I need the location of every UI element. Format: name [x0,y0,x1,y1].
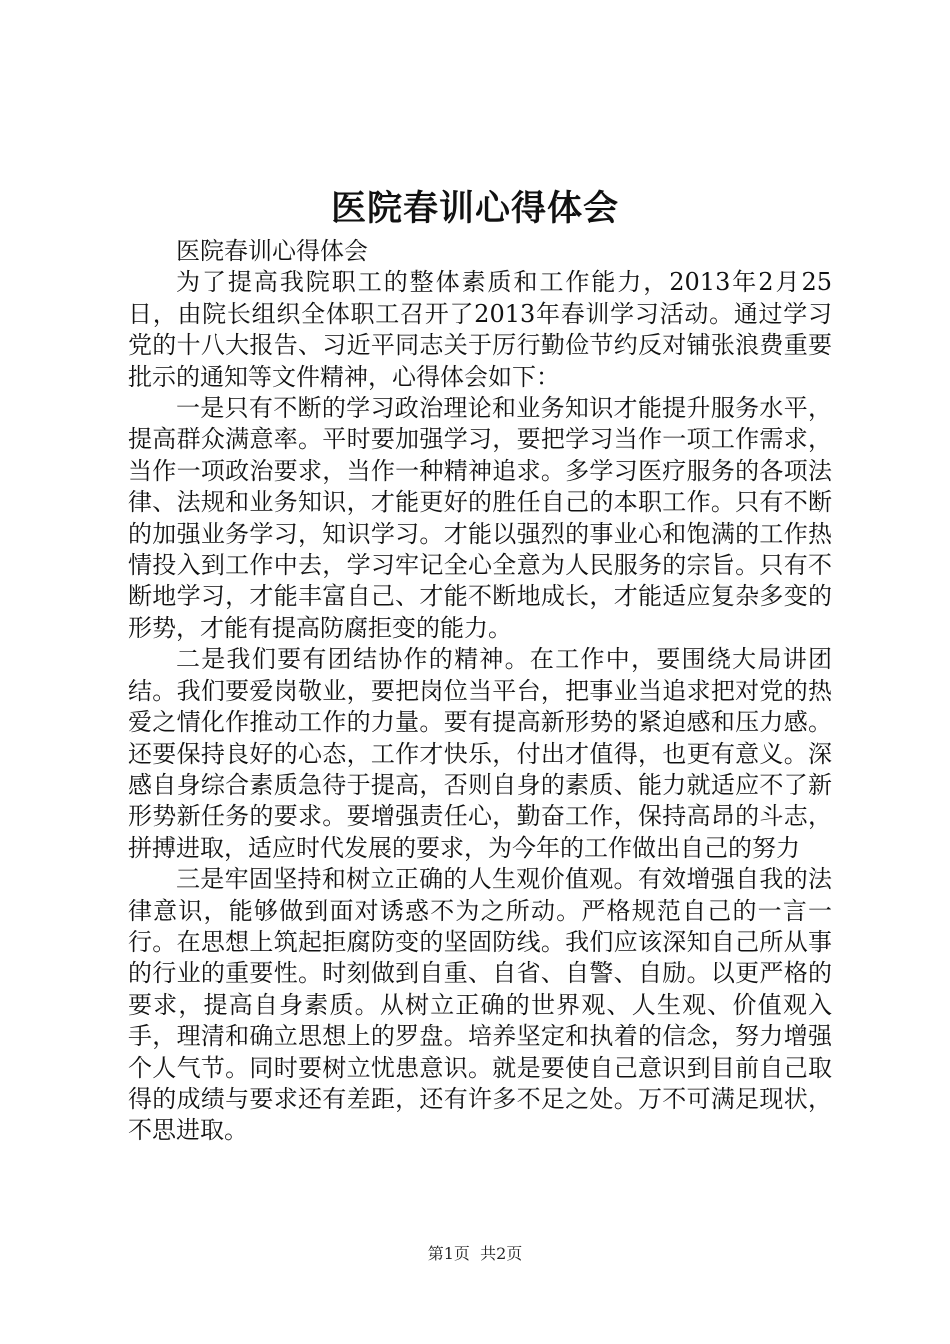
document-body [128,236,832,1147]
paragraph-point-two: 二是我们要有团结协作的精神。在工作中，要围绕大局讲团结。我们要爱岗敬业，要把岗位当平台，把事业当追求把对党的热爱之情化作推动工作的力量。要有提高新形势的紧迫感和压力感。还要保持良好的心态，工作才快乐，付出才值得，也更有意义。深感自身综合素质急待于提高，否则自身的素质、能力就适应不了新形势新任务的要求。要增强责任心，勤奋工作，保持高昂的斗志，拼搏进取，适应时代发展的要求，为今年的工作做出自己的努力 [128,645,832,862]
paragraph-subtitle: 医院春训心得体会 [176,237,368,265]
paragraph-intro: 为了提高我院职工的整体素质和工作能力，2013年2月25日，由院长组织全体职工召开了2013年春训学习活动。通过学习党的十八大报告、习近平同志关于厉行勤俭节约反对铺张浪费重要批示的通知等文件精神，心得体会如下： [128,268,832,391]
paragraph-point-one: 一是只有不断的学习政治理论和业务知识才能提升服务水平，提高群众满意率。平时要加强学习，要把学习当作一项工作需求，当作一项政治要求，当作一种精神追求。多学习医疗服务的各项法律、法规和业务知识，才能更好的胜任自己的本职工作。只有不断的加强业务学习，知识学习。才能以强烈的事业心和饱满的工作热情投入到工作中去，学习牢记全心全意为人民服务的宗旨。只有不断地学习，才能丰富自己、才能不断地成长，才能适应复杂多变的形势，才能有提高防腐拒变的能力。 [128,394,832,642]
page-number: 第1页 [427,1244,470,1263]
page-footer [0,1244,950,1264]
paragraph-point-three: 三是牢固坚持和树立正确的人生观价值观。有效增强自我的法律意识，能够做到面对诱惑不为之所动。严格规范自己的一言一行。在思想上筑起拒腐防变的坚固防线。我们应该深知自己所从事的行业的重要性。时刻做到自重、自省、自警、自励。以更严格的要求，提高自身素质。从树立正确的世界观、人生观、价值观入手，理清和确立思想上的罗盘。培养坚定和执着的信念，努力增强个人气节。同时要树立忧患意识。就是要使自己意识到目前自己取得的成绩与要求还有差距，还有许多不足之处。万不可满足现状，不思进取。 [128,865,832,1145]
document-title: 医院春训心得体会 [330,188,619,229]
page-total: 共2页 [480,1244,523,1263]
